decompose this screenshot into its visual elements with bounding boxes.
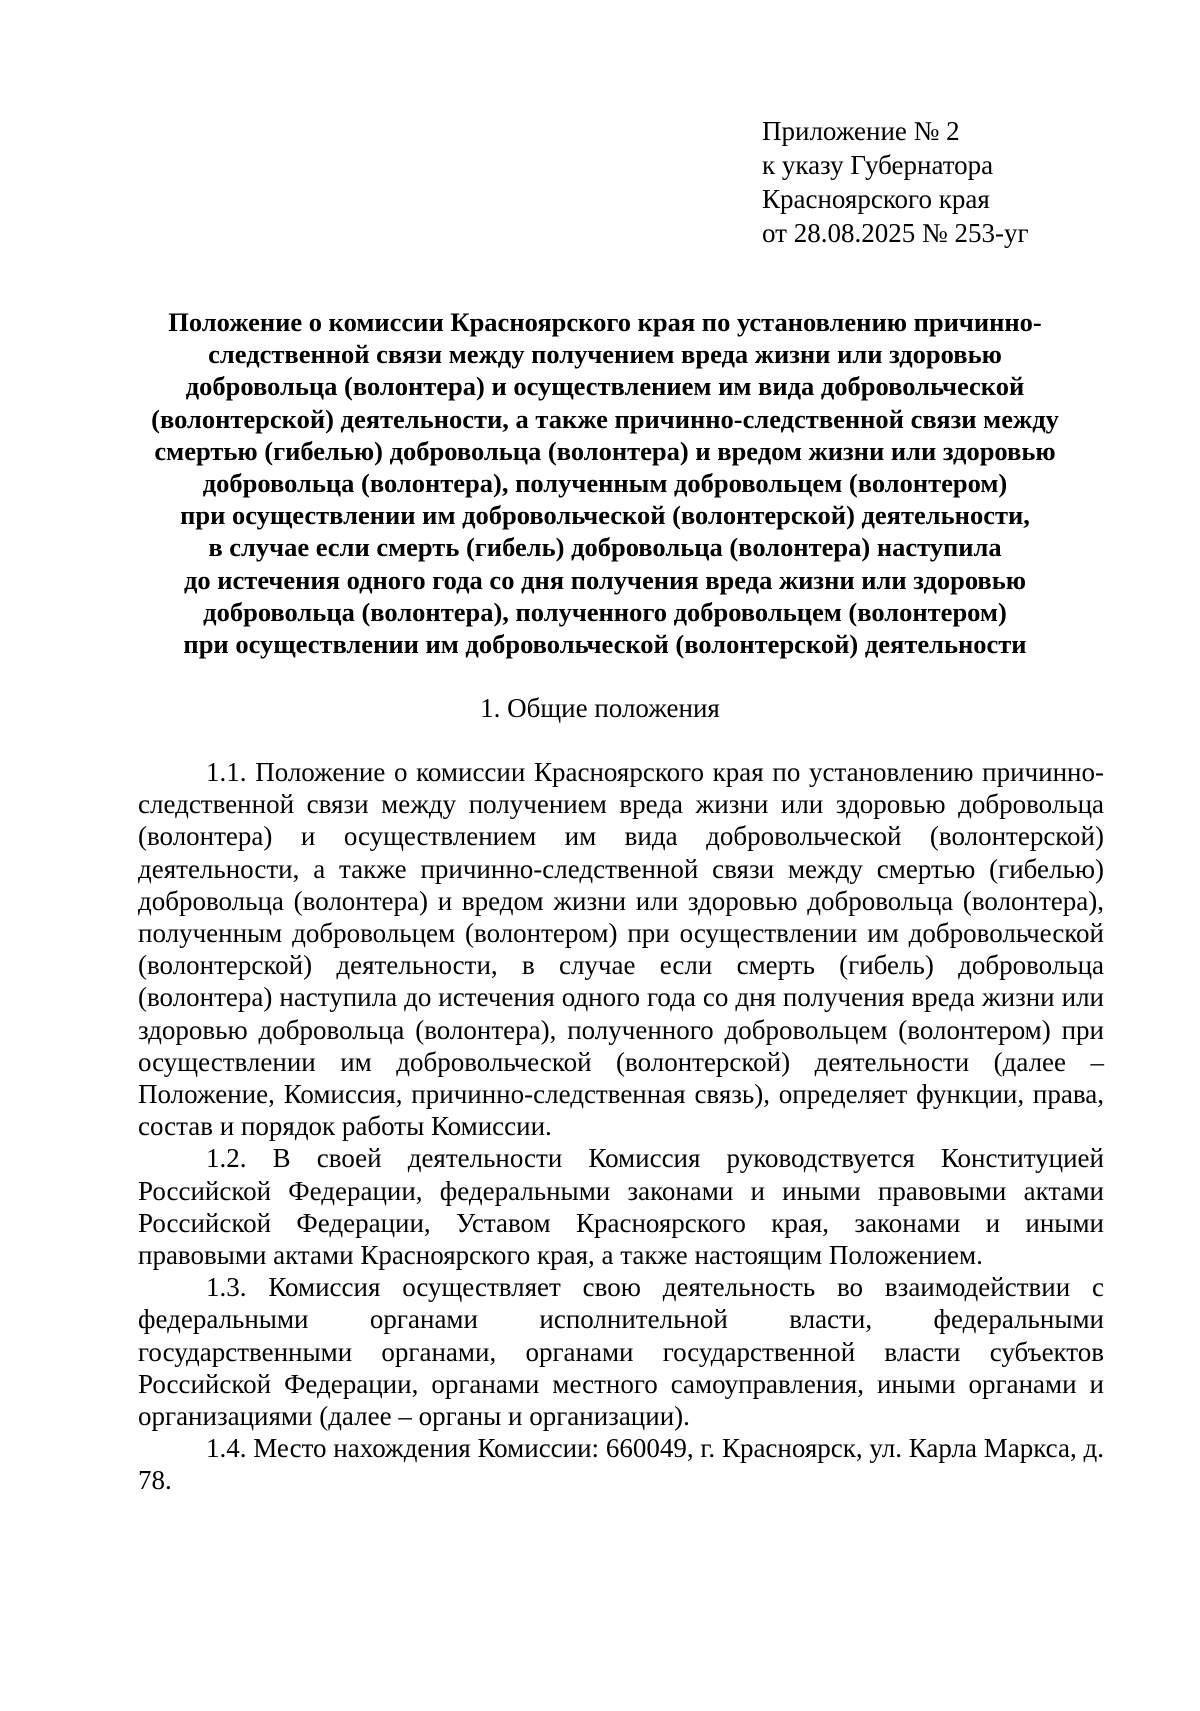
appendix-decree-line: к указу Губернатора	[762, 150, 994, 180]
title-line: следственной связи между получением вреда жизни или здоровью	[208, 339, 1002, 370]
title-line: добровольца (волонтера), полученного добровольцем (волонтером)	[203, 596, 1007, 627]
appendix-reference	[762, 114, 1162, 250]
title-line: при осуществлении им добровольческой (волонтерской) деятельности,	[180, 500, 1030, 531]
title-line: смертью (гибелью) добровольца (волонтера) и вредом жизни или здоровью	[154, 435, 1056, 466]
title-line: при осуществлении им добровольческой (волонтерской) деятельности	[183, 629, 1027, 660]
title-line: в случае если смерть (гибель) добровольца (волонтера) наступила	[208, 532, 1002, 563]
title-line: добровольца (волонтера) и осуществлением им вида добровольческой	[185, 371, 1025, 402]
title-line: (волонтерской) деятельности, а также причинно-следственной связи между	[151, 403, 1059, 434]
appendix-date-line: от 28.08.2025 № 253-уг	[762, 218, 1029, 248]
paragraph-1-1: 1.1. Положение о комиссии Красноярского края по установлению причинно-следственной связи между получением вреда жизни или здоровью добровольца (волонтера) и осуществлением им вида добровольческой (волонтерской) деятельности, а также причинно-следственной связи между смертью (гибелью) добровольца (волонтера) и вредом жизни или здоровью добровольца (волонтера), полученным добровольцем (волонтером) при осуществлении им добровольческой (волонтерской) деятельности, в случае если смерть (гибель) добровольца (волонтера) наступила до истечения одного года со дня получения вреда жизни или здоровью добровольца (волонтера), полученного добровольцем (волонтером) при осуществлении им добровольческой (волонтерской) деятельности (далее – Положение, Комиссия, причинно-следственная связь), определяет функции, права, состав и порядок работы Комиссии.	[138, 757, 1104, 1142]
appendix-region-line: Красноярского края	[762, 184, 990, 214]
section-heading: 1. Общие положения	[480, 693, 720, 723]
document-title	[120, 306, 1090, 660]
paragraph-1-2: 1.2. В своей деятельности Комиссия руководствуется Конституцией Российской Федерации, федеральными законами и иными правовыми актами Российской Федерации, Уставом Красноярского края, законами и иными правовыми актами Красноярского края, а также настоящим Положением.	[138, 1143, 1104, 1271]
paragraph-1-3: 1.3. Комиссия осуществляет свою деятельность во взаимодействии с федеральными органами исполнительной власти, федеральными государственными органами, органами государственной власти субъектов Российской Федерации, органами местного самоуправления, иными органами и организациями (далее – органы и организации).	[138, 1272, 1104, 1432]
paragraph-1-4: 1.4. Место нахождения Комиссии: 660049, г. Красноярск, ул. Карла Маркса, д. 78.	[138, 1433, 1104, 1496]
title-line: добровольца (волонтера), полученным добровольцем (волонтером)	[202, 468, 1008, 499]
title-line: Положение о комиссии Красноярского края по установлению причинно-	[168, 307, 1042, 337]
section-body	[138, 756, 1104, 1497]
title-line: до истечения одного года со дня получения вреда жизни или здоровью	[184, 564, 1026, 595]
appendix-number: Приложение № 2	[762, 116, 960, 146]
